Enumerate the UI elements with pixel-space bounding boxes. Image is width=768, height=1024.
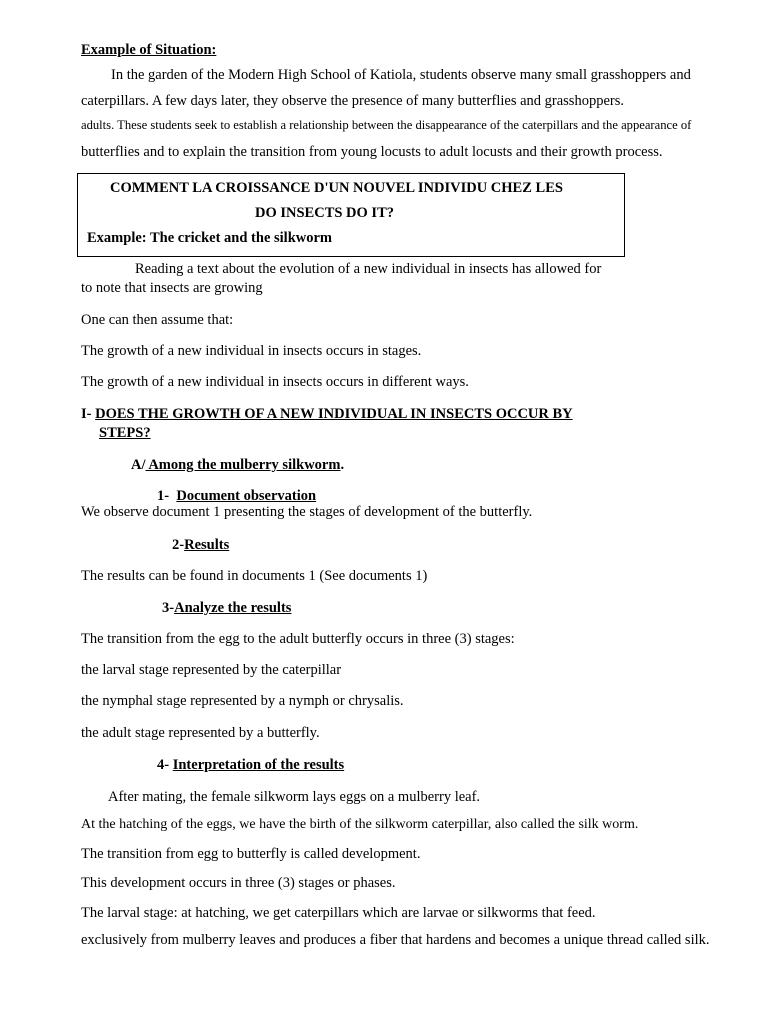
intro-line-1: Reading a text about the evolution of a new individual in insects has allowed for — [135, 261, 602, 277]
section-1-prefix: I- — [81, 406, 96, 422]
section-1-heading — [81, 407, 717, 422]
question-example: Example: The cricket and the silkworm — [87, 230, 333, 246]
section-1-title-line-1: DOES THE GROWTH OF A NEW INDIVIDUAL IN INSECTS OCCUR BY — [95, 406, 573, 422]
step-1-title: Document observation — [176, 488, 317, 504]
hypothesis-2: The growth of a new individual in insects occurs in different ways. — [81, 374, 469, 390]
hypothesis-1: The growth of a new individual in insects occurs in stages. — [81, 343, 422, 359]
step-3-title: Analyze the results — [174, 600, 292, 616]
step-4-line-5: The larval stage: at hatching, we get caterpillars which are larvae or silkworms that feed. — [81, 905, 596, 921]
subsection-a-suffix: . — [340, 457, 345, 473]
step-2-number: 2- — [172, 537, 185, 553]
subsection-a-title: Among the mulberry silkworm — [145, 457, 341, 473]
step-4-line-3: The transition from egg to butterfly is called development. — [81, 846, 421, 862]
step-4-line-6: exclusively from mulberry leaves and produces a fiber that hardens and becomes a unique thread called silk. — [81, 932, 710, 948]
step-3-line-4: the adult stage represented by a butterfly. — [81, 725, 320, 741]
step-3-line-2: the larval stage represented by the caterpillar — [81, 662, 342, 678]
situation-line-2: caterpillars. A few days later, they observe the presence of many butterflies and grasshoppers. — [81, 93, 624, 109]
step-2-text: The results can be found in documents 1 (See documents 1) — [81, 568, 428, 584]
assumption-lead: One can then assume that: — [81, 312, 234, 328]
intro-line-2: to note that insects are growing — [81, 280, 263, 296]
step-3-heading — [162, 601, 310, 616]
step-3-line-3: the nymphal stage represented by a nymph or chrysalis. — [81, 693, 404, 709]
step-1-text: We observe document 1 presenting the stages of development of the butterfly. — [81, 504, 533, 520]
situation-line-1: In the garden of the Modern High School of Katiola, students observe many small grasshoppers and — [111, 67, 691, 83]
step-1-number: 1- — [157, 488, 170, 504]
step-4-number: 4- — [157, 757, 170, 773]
step-4-line-1: After mating, the female silkworm lays eggs on a mulberry leaf. — [108, 789, 481, 805]
step-4-heading — [157, 758, 344, 773]
question-title-line-1: COMMENT LA CROISSANCE D'UN NOUVEL INDIVIDU CHEZ LES — [110, 180, 563, 196]
step-4-title: Interpretation of the results — [172, 757, 345, 773]
question-title-line-2: DO INSECTS DO IT? — [255, 205, 394, 221]
subsection-a-heading — [131, 458, 344, 473]
situation-heading: Example of Situation: — [81, 42, 217, 58]
step-4-line-4: This development occurs in three (3) stages or phases. — [81, 875, 396, 891]
section-1-title-line-2: STEPS? — [99, 425, 151, 441]
step-2-title: Results — [184, 537, 230, 553]
step-4-line-2: At the hatching of the eggs, we have the birth of the silkworm caterpillar, also called the silk worm. — [81, 817, 639, 832]
step-3-line-1: The transition from the egg to the adult butterfly occurs in three (3) stages: — [81, 631, 515, 647]
step-3-number: 3- — [162, 600, 175, 616]
step-2-heading — [172, 538, 248, 553]
section-1-title-line-2-wrap — [99, 426, 159, 441]
subsection-a-prefix: A/ — [131, 457, 146, 473]
situation-line-4: butterflies and to explain the transition from young locusts to adult locusts and their growth process. — [81, 144, 663, 160]
step-1-heading — [157, 489, 343, 504]
situation-line-3: adults. These students seek to establish a relationship between the disappearance of the caterpillars and the appearance of — [81, 118, 692, 132]
